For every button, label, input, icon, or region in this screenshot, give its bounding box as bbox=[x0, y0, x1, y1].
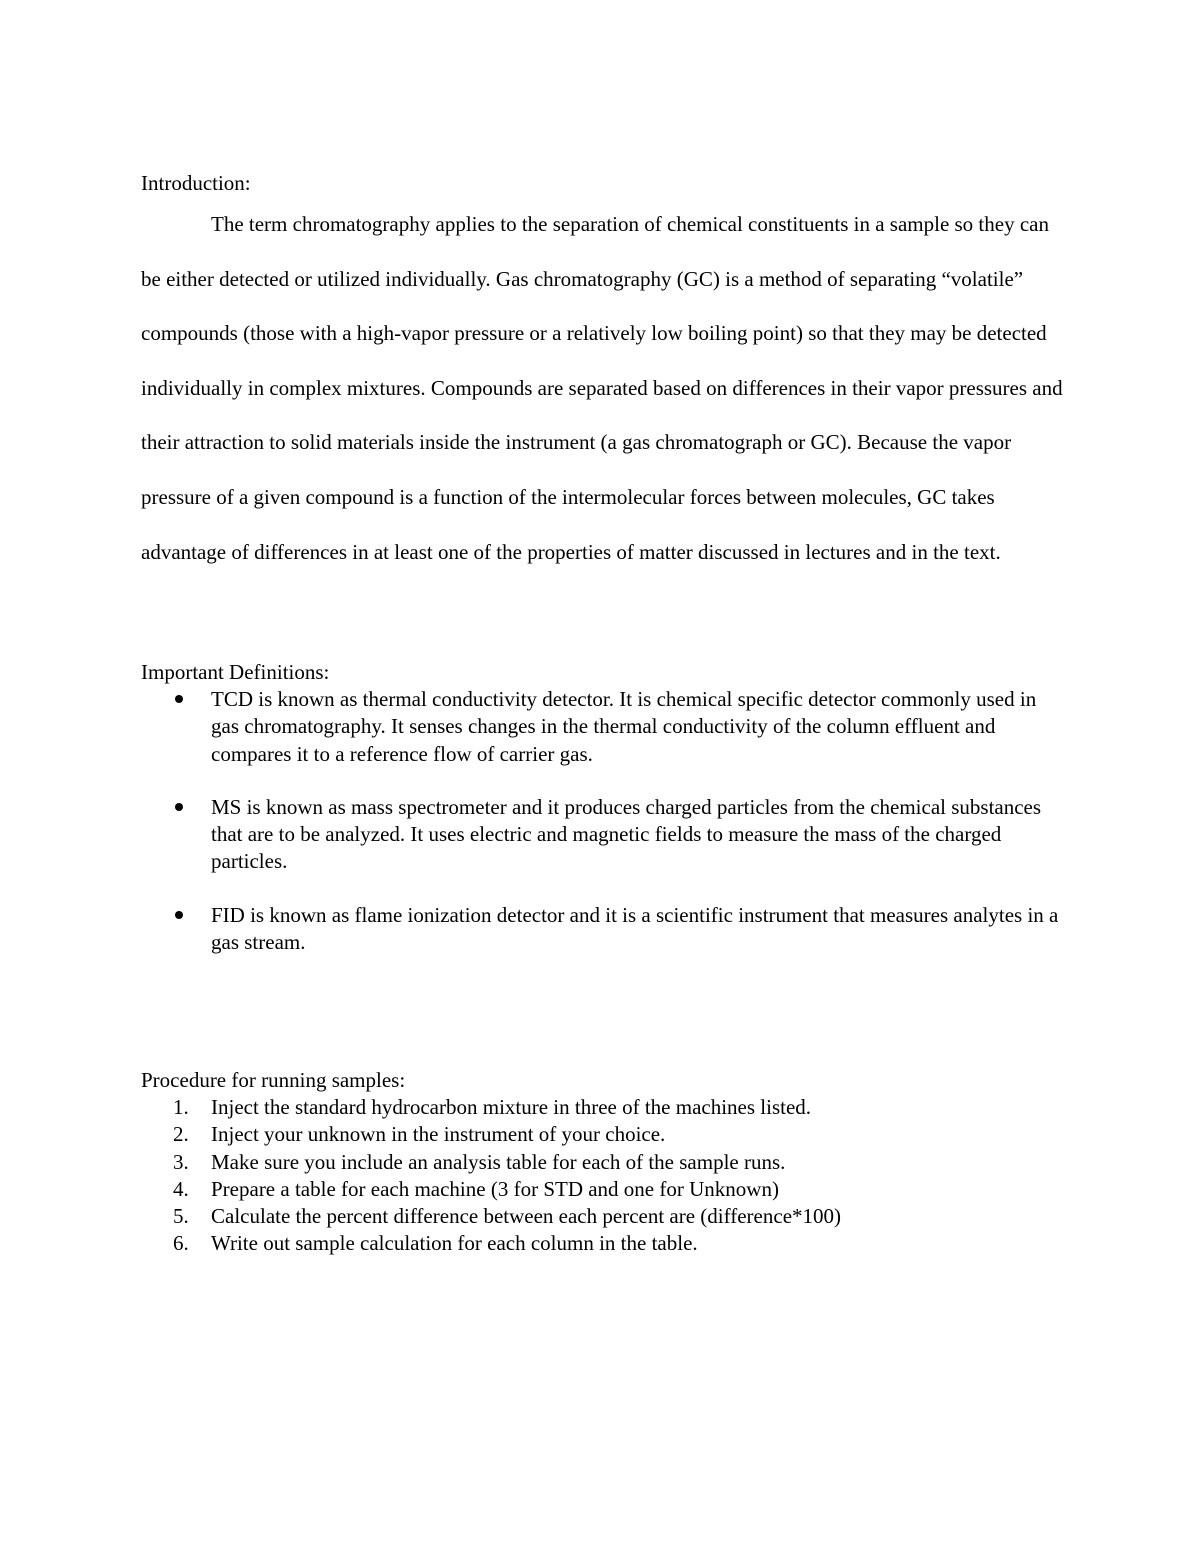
step-text: Calculate the percent difference between each percent are (difference*100) bbox=[211, 1204, 842, 1229]
step-number: 3. bbox=[173, 1149, 189, 1174]
procedure-step bbox=[141, 1203, 1061, 1230]
definition-text: MS is known as mass spectrometer and it produces charged particles from the chemical substances that are to be analyzed. It uses electric and magnetic fields to measure the mass of the charged particles. bbox=[211, 794, 1042, 874]
step-number: 6. bbox=[173, 1231, 189, 1256]
step-text: Inject your unknown in the instrument of your choice. bbox=[211, 1122, 666, 1147]
definitions-heading: Important Definitions: bbox=[141, 660, 330, 684]
step-text: Make sure you include an analysis table for each of the sample runs. bbox=[211, 1149, 786, 1174]
procedure-heading: Procedure for running samples: bbox=[141, 1068, 406, 1092]
definition-item-fid bbox=[141, 902, 1061, 957]
definitions-list bbox=[141, 686, 1061, 982]
procedure-step bbox=[141, 1176, 1061, 1203]
step-text: Inject the standard hydrocarbon mixture in three of the machines listed. bbox=[211, 1095, 812, 1119]
procedure-step bbox=[141, 1149, 1061, 1176]
definition-item-tcd bbox=[141, 686, 1061, 768]
definition-text: TCD is known as thermal conductivity detector. It is chemical specific detector commonly used in gas chromatography. It senses changes in the thermal conductivity of the column effluent and compares it to a reference flow of carrier gas. bbox=[211, 687, 1037, 766]
step-number: 4. bbox=[173, 1176, 189, 1201]
introduction-paragraph: The term chromatography applies to the separation of chemical constituents in a sample so they can be either detected or utilized individually. Gas chromatography (GC) is a method of separating “volatile” compounds (those with a high-vapor pressure or a relatively low boiling point) so that they may be detected individually in complex mixtures. Compounds are separated based on differences in their vapor pressures and their attraction to solid materials inside the instrument (a gas chromatograph or GC). Because the vapor pressure of a given compound is a function of the intermolecular forces between molecules, GC takes advantage of differences in at least one of the properties of matter discussed in lectures and in the text. bbox=[141, 212, 1063, 564]
definition-item-ms bbox=[141, 794, 1061, 876]
procedure-step bbox=[141, 1094, 1061, 1121]
procedure-step bbox=[141, 1121, 1061, 1148]
procedure-list bbox=[141, 1094, 1061, 1258]
bullet-icon bbox=[175, 911, 183, 919]
bullet-icon bbox=[175, 695, 183, 703]
step-text: Write out sample calculation for each column in the table. bbox=[211, 1231, 698, 1256]
definition-text: FID is known as flame ionization detector and it is a scientific instrument that measures analytes in a gas stream. bbox=[211, 902, 1059, 955]
procedure-step bbox=[141, 1230, 1061, 1257]
step-number: 5. bbox=[173, 1204, 189, 1229]
step-number: 2. bbox=[173, 1122, 189, 1147]
introduction-heading: Introduction: bbox=[141, 171, 251, 195]
bullet-icon bbox=[175, 803, 183, 811]
step-number: 1. bbox=[173, 1095, 189, 1119]
step-text: Prepare a table for each machine (3 for STD and one for Unknown) bbox=[211, 1176, 779, 1201]
